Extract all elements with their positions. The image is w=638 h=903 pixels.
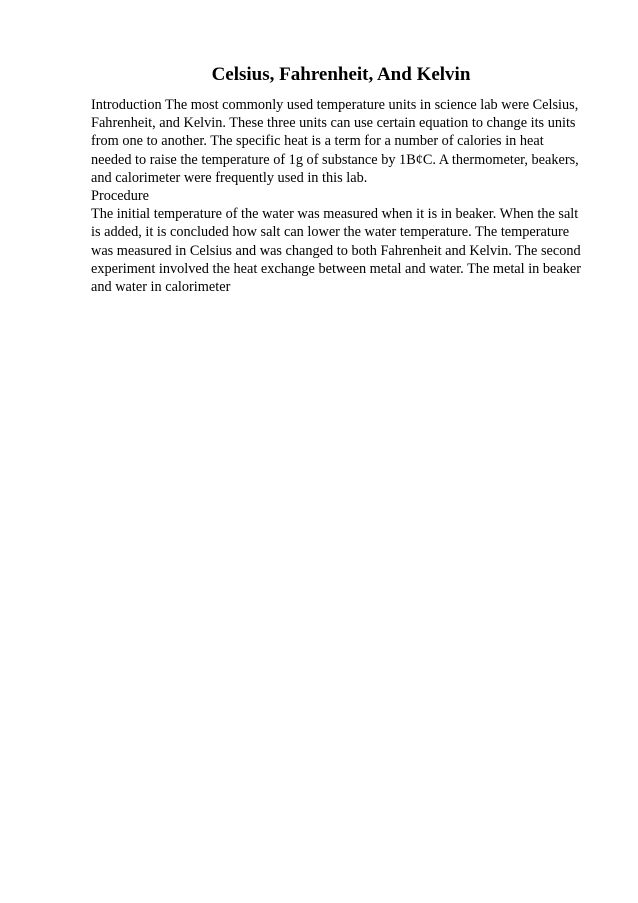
body-line: experiment involved the heat exchange between metal and water. The metal in beaker (91, 260, 581, 277)
body-line: is added, it is concluded how salt can lower the water temperature. The temperature (91, 224, 570, 241)
body-line: and water in calorimeter (91, 279, 231, 296)
document-title: Celsius, Fahrenheit, And Kelvin (211, 64, 471, 85)
body-line: was measured in Celsius and was changed to both Fahrenheit and Kelvin. The second (91, 242, 581, 259)
body-line: The initial temperature of the water was measured when it is in beaker. When the salt (91, 206, 579, 223)
body-line: from one to another. The specific heat is a term for a number of calories in heat (91, 133, 544, 150)
document-body (91, 96, 601, 296)
body-line: needed to raise the temperature of 1g of substance by 1B¢C. A thermometer, beakers, (91, 151, 579, 168)
body-line: Introduction The most commonly used temperature units in science lab were Celsius, (91, 97, 579, 113)
section-heading-procedure: Procedure (91, 188, 149, 205)
body-line: and calorimeter were frequently used in this lab. (91, 169, 368, 186)
body-line: Fahrenheit, and Kelvin. These three units can use certain equation to change its units (91, 115, 576, 132)
